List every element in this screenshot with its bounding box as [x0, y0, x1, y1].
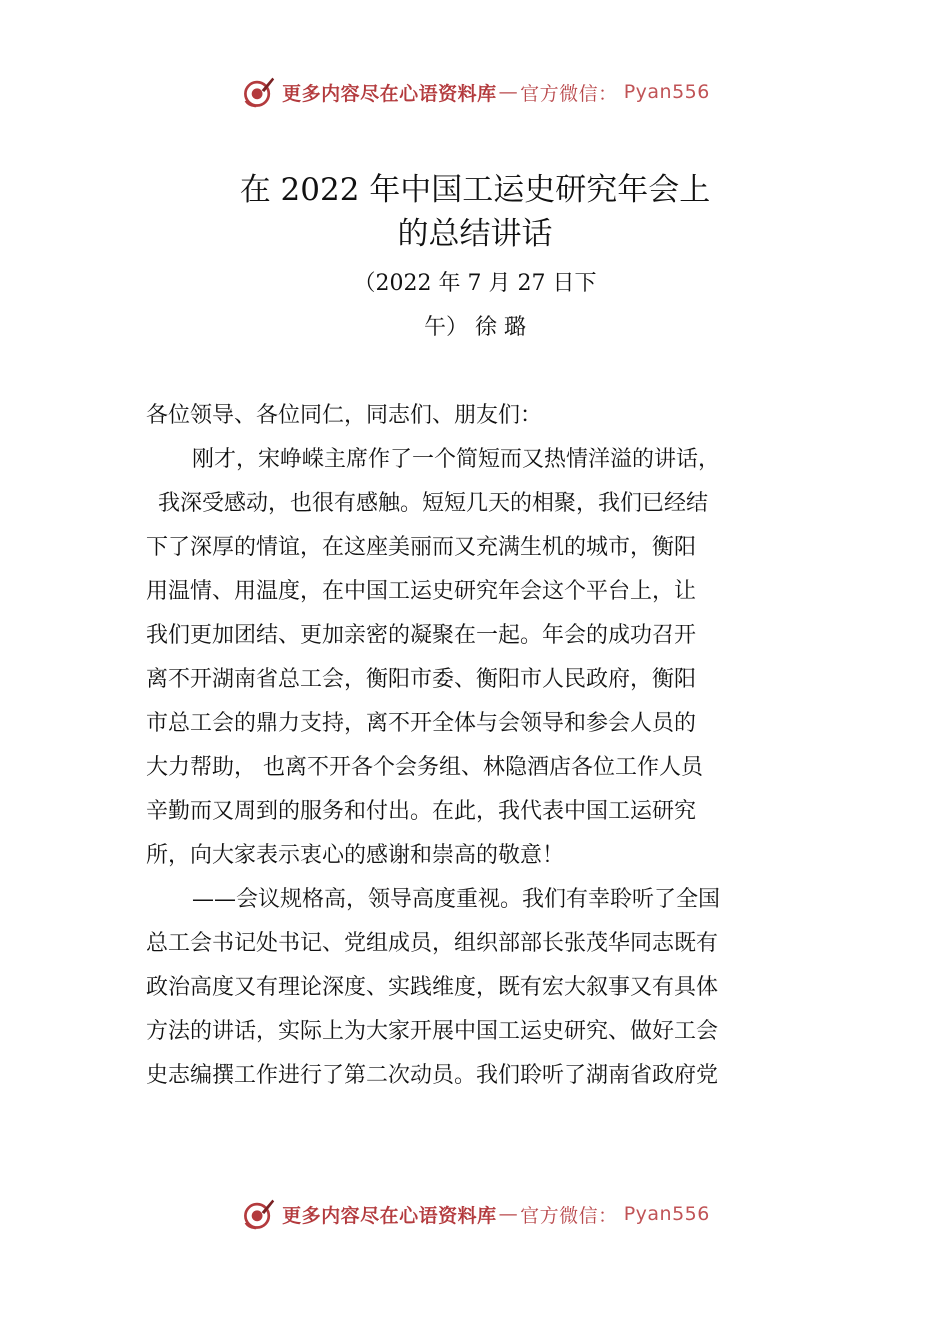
footer-watermark-banner	[0, 1194, 950, 1234]
paragraph-line: ——会议规格高，领导高度重视。我们有幸聆听了全国	[192, 887, 721, 912]
paragraph-line: 方法的讲话，实际上为大家开展中国工运史研究、做好工会	[146, 1019, 719, 1044]
paragraph-line: 离不开湖南省总工会，衡阳市委、衡阳市人民政府，衡阳	[146, 667, 697, 692]
paragraph-line: 刚才，宋峥嵘主席作了一个简短而又热情洋溢的讲话，	[192, 447, 721, 472]
paragraph-line: 我们更加团结、更加亲密的凝聚在一起。年会的成功召开	[146, 623, 697, 648]
paragraph-line: 大力帮助， 也离不开各个会务组、林隐酒店各位工作人员	[146, 755, 703, 780]
paragraph-line: 总工会书记处书记、党组成员，组织部部长张茂华同志既有	[146, 931, 719, 956]
banner-official-label: 官方微信：	[520, 1204, 618, 1227]
document-subtitle	[0, 262, 950, 350]
banner-wechat-id: Pyan556	[623, 81, 710, 103]
banner-official-label: 官方微信：	[520, 82, 618, 105]
banner-brand-text: 更多内容尽在心语资料库	[282, 82, 497, 105]
document-title	[0, 168, 950, 256]
subtitle-author-line: 午） 徐 璐	[424, 315, 526, 340]
title-line-2: 的总结讲话	[397, 216, 553, 252]
banner-dash: —	[498, 1203, 519, 1225]
paragraph-line: 史志编撰工作进行了第二次动员。我们聆听了湖南省政府党	[146, 1063, 719, 1088]
header-watermark-banner	[0, 72, 950, 112]
salutation-line: 各位领导、各位同仁，同志们、朋友们：	[146, 403, 543, 428]
paragraph-line: 政治高度又有理论深度、实践维度，既有宏大叙事又有具体	[146, 975, 719, 1000]
banner-brand-text: 更多内容尽在心语资料库	[282, 1204, 497, 1227]
paragraph-line: 市总工会的鼎力支持，离不开全体与会领导和参会人员的	[146, 711, 697, 736]
pen-logo-icon	[240, 74, 276, 110]
paragraph-line: 下了深厚的情谊，在这座美丽而又充满生机的城市，衡阳	[146, 535, 697, 560]
banner-wechat-id: Pyan556	[623, 1203, 710, 1225]
paragraph-line: 所，向大家表示衷心的感谢和崇高的敬意！	[146, 843, 565, 868]
subtitle-date-line: （2022 年 7 月 27 日下	[353, 271, 597, 296]
title-line-1: 在 2022 年中国工运史研究年会上	[239, 172, 711, 208]
paragraph-line: 辛勤而又周到的服务和付出。在此，我代表中国工运研究	[146, 799, 697, 824]
speech-body	[146, 394, 810, 1098]
banner-dash: —	[498, 81, 519, 103]
paragraph-line: 我深受感动，也很有感触。短短几天的相聚，我们已经结	[158, 491, 709, 516]
pen-logo-icon	[240, 1196, 276, 1232]
paragraph-line: 用温情、用温度，在中国工运史研究年会这个平台上，让	[146, 579, 697, 604]
